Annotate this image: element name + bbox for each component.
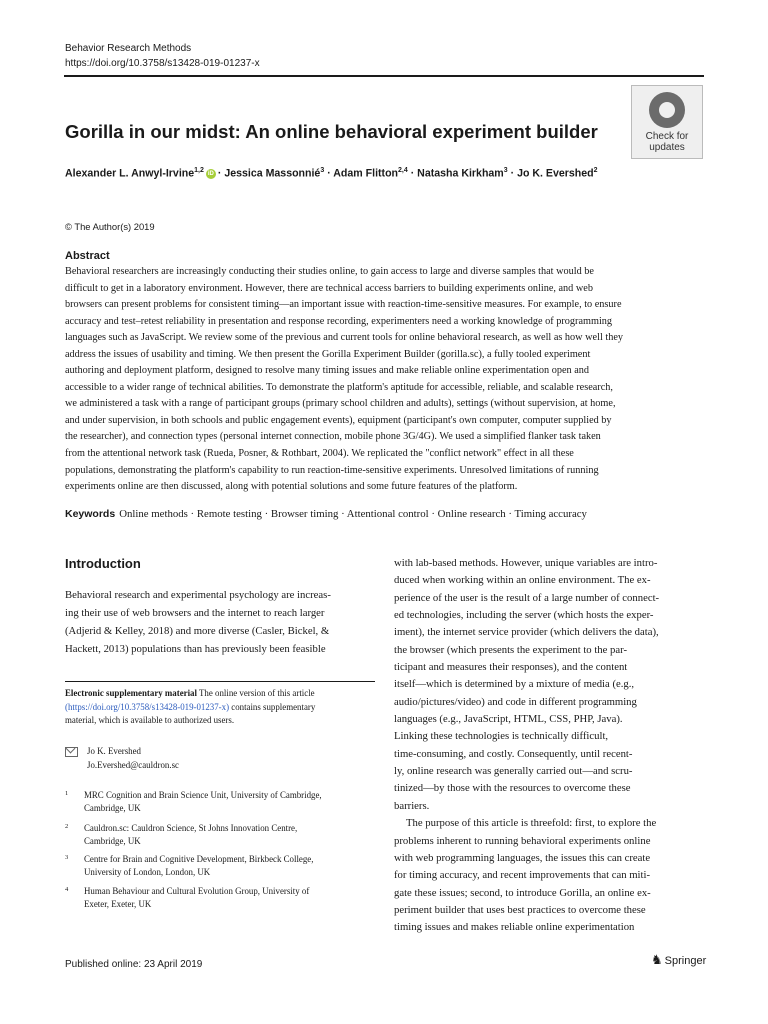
affiliation-text: Cambridge, UK	[84, 803, 141, 813]
body-line: Linking these technologies is technically difficult,	[394, 730, 609, 743]
publisher-logo	[651, 952, 706, 968]
author-name: Alexander L. Anwyl-Irvine	[65, 167, 195, 180]
author-name: Jessica Massonnié	[224, 167, 321, 180]
article-doi[interactable]: https://doi.org/10.3758/s13428-019-01237-x	[65, 58, 260, 69]
affiliation-item	[65, 789, 365, 815]
body-line: ed technologies, including the server (which hosts the exper-	[394, 609, 654, 622]
affiliation-text: University of London, London, UK	[84, 867, 211, 877]
body-line: perience of the user is the result of a large number of connect-	[394, 591, 660, 604]
affiliation-item	[65, 885, 365, 911]
corresponding-author	[65, 745, 375, 772]
esm-text: contains supplementary	[231, 701, 316, 712]
affiliation-text: Human Behaviour and Cultural Evolution Group, University of	[84, 886, 310, 896]
affiliation-text: Exeter, Exeter, UK	[84, 899, 152, 909]
body-line: the browser (which presents the experiment to the par-	[394, 643, 628, 656]
affiliation-text: Centre for Brain and Cognitive Development, Birkbeck College,	[84, 854, 314, 864]
abstract-line: the researcher), and connection types (personal internet connection, mobile phone 3G/4G). We used a simplified flanker task taken	[65, 431, 601, 443]
contact-name: Jo K. Evershed	[87, 746, 141, 756]
esm-text: material, which is available to authorized users.	[65, 715, 235, 725]
body-line: tinized—by those with the resources to overcome these	[394, 782, 631, 795]
published-date: Published online: 23 April 2019	[65, 959, 203, 970]
body-line: duced when working within an online environment. The ex-	[394, 574, 651, 587]
author-name: Jo K. Evershed	[517, 167, 594, 180]
publisher-name: Springer	[664, 955, 707, 967]
affiliation-number: 3	[65, 854, 69, 861]
author-affiliation: 2	[593, 167, 598, 174]
body-line: for timing accuracy, and recent improvements that can miti-	[394, 869, 651, 882]
keywords-text: Online methods · Remote testing · Browser timing · Attentional control · Online research · Timing accuracy	[119, 508, 587, 520]
author-affiliation: 3	[320, 167, 325, 174]
author-affiliation: 2,4	[398, 167, 408, 174]
journal-name: Behavior Research Methods	[65, 43, 192, 54]
body-line: time-consuming, and costly. Consequently, until recent-	[394, 747, 633, 760]
intro-paragraph	[65, 586, 375, 658]
abstract-line: browsers can present problems for consistent timing—an important issue with reaction-time-sensitive measures. For example, to ensure	[65, 299, 622, 311]
esm-label: Electronic supplementary material	[65, 688, 197, 698]
keywords-label: Keywords	[65, 508, 116, 520]
body-line: (Adjerid & Kelley, 2018) and more diverse (Casler, Bickel, &	[65, 625, 330, 637]
abstract-line: and under supervision, in both schools and public engagement events), equipment (participant's own computer, computer supplied by	[65, 414, 612, 426]
affiliation-number: 1	[65, 790, 69, 797]
abstract-line: address the issues of usability and timing. We then present the Gorilla Experiment Builder (gorilla.sc), a fully tooled experiment	[65, 348, 591, 360]
abstract-line: we administered a task with a range of participant groups (primary school children and adults), settings (without supervision, at home,	[65, 398, 616, 410]
intro-continued	[394, 555, 703, 937]
affiliation-text: Cambridge, UK	[84, 836, 141, 846]
header-rule	[64, 75, 704, 77]
body-line: audio/pictures/video) and code in different programming	[394, 695, 637, 708]
body-line: ing their use of web browsers and the internet to reach larger	[65, 607, 325, 619]
introduction-heading: Introduction	[65, 556, 141, 571]
abstract-line: Behavioral researchers are increasingly conducting their studies online, to gain access to large and diverse samples that would be	[65, 266, 594, 277]
body-line: with lab-based methods. However, unique variables are intro-	[394, 557, 658, 569]
keywords	[65, 508, 587, 520]
affiliation-item	[65, 822, 365, 848]
abstract-line: accuracy and test–retest reliability in presentation and response recording, experimenters need a working knowledge of programming	[65, 315, 613, 327]
esm-text: The online version of this article	[199, 688, 315, 698]
affiliation-text: MRC Cognition and Brain Science Unit, University of Cambridge,	[84, 790, 322, 800]
footnote-rule	[65, 681, 375, 682]
affiliation-text: Cauldron.sc: Cauldron Science, St Johns Innovation Centre,	[84, 823, 298, 833]
author-list: Alexander L. Anwyl-Irvine$^{1,2}$ iD · Jessica Massonnié$^3$ · Adam Flitton$^{2,4}$ · Natasha Kirkham$^3$ · Jo K. Evershed$^2$	[65, 167, 598, 180]
abstract-line: languages such as JavaScript. We review some of the previous and current tools for online behavioral research, as well as how well they	[65, 332, 624, 344]
abstract-body	[65, 264, 703, 496]
author-affiliation: 1,2	[194, 167, 204, 174]
springer-horse-icon: ♞	[651, 952, 663, 967]
crossmark-icon	[649, 92, 685, 128]
abstract-line: experiments online are then discussed, along with potential solutions and some future features of the platform.	[65, 481, 518, 493]
affiliation-item	[65, 853, 365, 879]
abstract-line: accessible to a wider range of technical abilities. To demonstrate the platform's aptitude for accessible, reliable, and scalable research,	[65, 381, 613, 393]
body-line: gate these issues; second, to introduce Gorilla, an online ex-	[394, 886, 651, 899]
copyright-notice: © The Author(s) 2019	[65, 221, 155, 232]
author-affiliation: 3	[503, 167, 508, 174]
body-line: Behavioral research and experimental psychology are increas-	[65, 589, 331, 601]
abstract-line: authoring and deployment platform, designed to resolve many timing issues and make reliable online experimentation open and	[65, 365, 590, 377]
body-line: iment), the internet service provider (which delivers the data),	[394, 626, 659, 639]
body-line: ticipant and measures their responses), and the content	[394, 661, 628, 674]
body-line: barriers.	[394, 799, 430, 812]
author-name: Adam Flitton	[333, 167, 399, 180]
abstract-line: from the attentional network task (Rueda, Posner, & Rothbart, 2004). We replicated the "conflict network" effect in all these	[65, 448, 574, 460]
author-name: Natasha Kirkham	[417, 167, 504, 180]
body-line: itself—which is determined by a mixture of media (e.g.,	[394, 678, 635, 691]
body-line: Hackett, 2013) populations than has previously been feasible	[65, 643, 326, 655]
body-line: periment builder that uses best practices to overcome these	[394, 903, 646, 916]
envelope-icon	[65, 747, 78, 757]
esm-link[interactable]: (https://doi.org/10.3758/s13428-019-01237-x)	[65, 701, 230, 712]
check-for-updates-badge[interactable]	[631, 85, 703, 159]
body-line: The purpose of this article is threefold: first, to explore the	[406, 817, 657, 830]
supplementary-note	[65, 687, 375, 728]
body-line: problems inherent to running behavioral experiments online	[394, 834, 651, 847]
body-line: languages (e.g., JavaScript, HTML, CSS, PHP, Java).	[394, 713, 623, 726]
abstract-line: populations, demonstrating the platform's capability to run reaction-time-sensitive experiments. Unresolved limitations of running	[65, 464, 599, 476]
body-line: with web programming languages, the issues this can create	[394, 851, 651, 864]
abstract-line: difficult to get in a laboratory environment. However, there are technical access barriers to building experiments online, and web	[65, 282, 593, 294]
body-line: timing issues and makes reliable online experimentation	[394, 921, 635, 934]
article-title: Gorilla in our midst: An online behavioral experiment builder	[65, 121, 598, 142]
contact-email[interactable]: Jo.Evershed@cauldron.sc	[87, 759, 179, 770]
orcid-icon[interactable]: iD	[207, 170, 214, 177]
journal-header	[65, 41, 260, 71]
body-line: ly, online research was generally carried out—and scru-	[394, 765, 633, 778]
affiliation-number: 2	[65, 823, 69, 830]
abstract-heading: Abstract	[65, 250, 110, 262]
affiliation-number: 4	[65, 886, 69, 893]
crossmark-label: Check for updates	[645, 131, 689, 153]
